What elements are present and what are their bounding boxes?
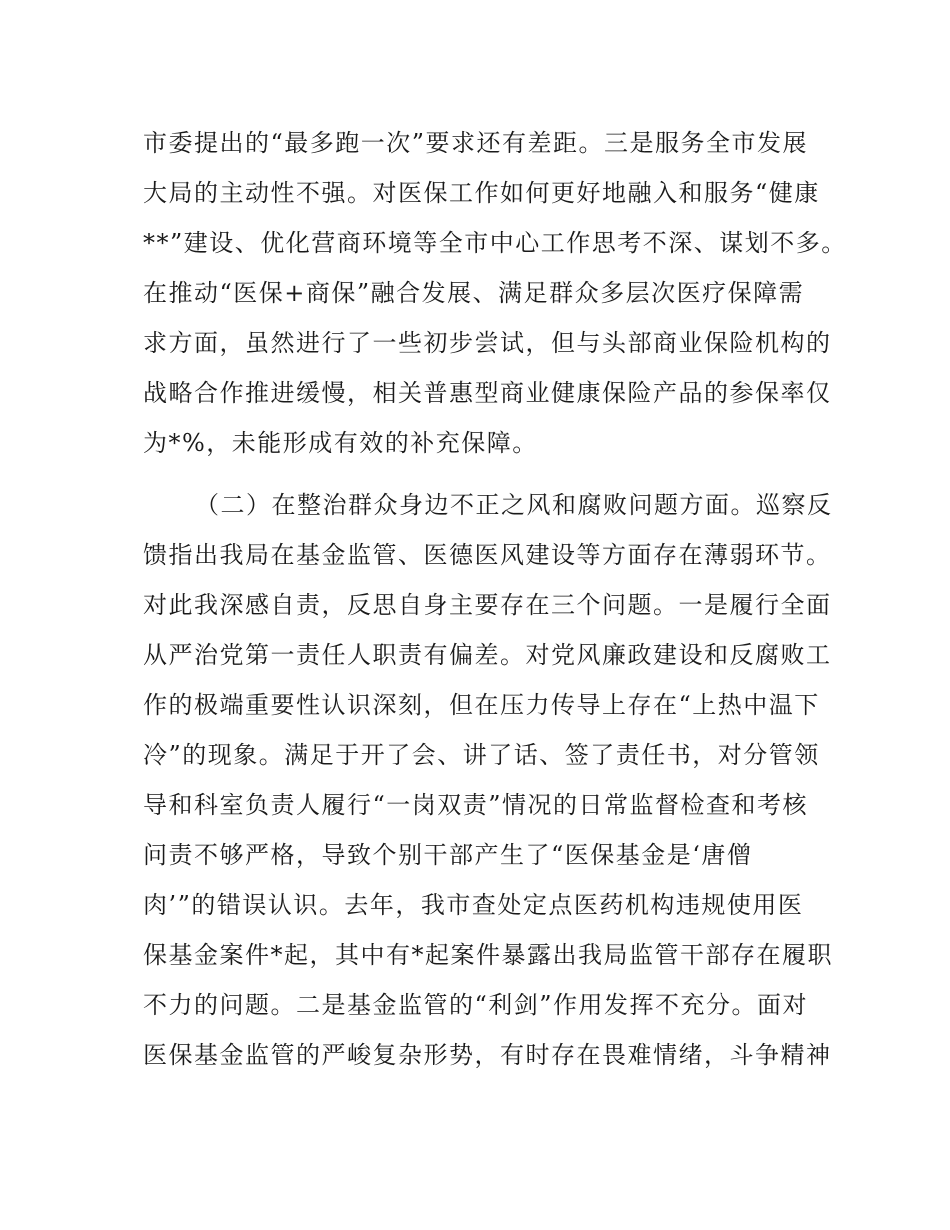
text-line: 导和科室负责人履行“一岗双责”情况的日常监督检查和考核	[143, 791, 809, 819]
text-line: 求方面，虽然进行了一些初步尝试，但与头部商业保险机构的	[143, 329, 832, 357]
text-line: 市委提出的“最多跑一次”要求还有差距。三是服务全市发展	[143, 129, 809, 157]
text-line: 医保基金监管的严峻复杂形势，有时存在畏难情绪，斗争精神	[143, 1041, 832, 1069]
text-line: 不力的问题。二是基金监管的“利剑”作用发挥不充分。面对	[143, 991, 809, 1019]
text-line: 为*%，未能形成有效的补充保障。	[143, 429, 538, 457]
text-line: 从严治党第一责任人职责有偏差。对党风廉政建设和反腐败工	[143, 641, 832, 669]
text-line: 战略合作推进缓慢，相关普惠型商业健康保险产品的参保率仅	[143, 379, 832, 407]
section-heading-line: （二）在整治群众身边不正之风和腐败问题方面。巡察反	[195, 491, 833, 519]
text-line: 大局的主动性不强。对医保工作如何更好地融入和服务“健康	[143, 179, 820, 207]
text-line: 冷”的现象。满足于开了会、讲了话、签了责任书，对分管领	[143, 741, 820, 769]
text-line: 肉’”的错误认识。去年，我市查处定点医药机构违规使用医	[143, 891, 804, 919]
text-line: 馈指出我局在基金监管、医德医风建设等方面存在薄弱环节。	[143, 541, 832, 569]
text-line: 在推动“医保+商保”融合发展、满足群众多层次医疗保障需	[143, 279, 805, 307]
text-line: 作的极端重要性认识深刻，但在压力传导上存在“上热中温下	[143, 691, 820, 719]
text-line: 保基金案件*起，其中有*起案件暴露出我局监管干部存在履职	[143, 941, 833, 969]
text-line: **”建设、优化营商环境等全市中心工作思考不深、谋划不多。	[143, 229, 847, 257]
text-line: 问责不够严格，导致个别干部产生了“医保基金是‘唐僧	[143, 841, 753, 869]
text-line: 对此我深感自责，反思自身主要存在三个问题。一是履行全面	[143, 591, 832, 619]
